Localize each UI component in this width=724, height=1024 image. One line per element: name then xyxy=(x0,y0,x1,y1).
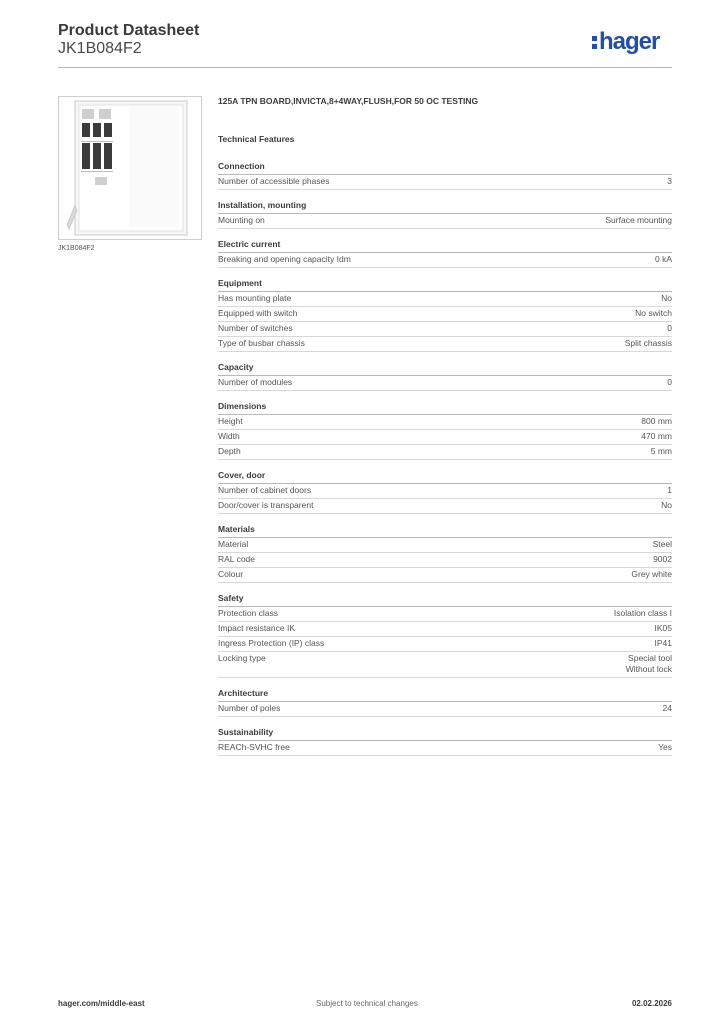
spec-group-connection xyxy=(218,160,672,190)
spec-label: Breaking and opening capacity Idm xyxy=(218,254,351,264)
spec-label: Number of cabinet doors xyxy=(218,485,312,495)
spec-value: 3 xyxy=(667,176,672,186)
spec-group-electric-current xyxy=(218,238,672,268)
footer-note: Subject to technical changes xyxy=(316,999,418,1008)
spec-group-equipment xyxy=(218,277,672,352)
spec-label: Number of poles xyxy=(218,703,281,713)
spec-label: Type of busbar chassis xyxy=(218,338,305,348)
group-title: Equipment xyxy=(218,277,672,292)
spec-value: 800 mm xyxy=(641,416,672,426)
spec-value: Steel xyxy=(652,539,672,549)
spec-label: Mounting on xyxy=(218,215,265,225)
spec-label: Number of accessible phases xyxy=(218,176,330,186)
spec-label: Equipped with switch xyxy=(218,308,298,318)
spec-value: 0 xyxy=(667,323,672,333)
spec-label: RAL code xyxy=(218,554,256,564)
group-title: Installation, mounting xyxy=(218,199,672,214)
spec-value: 470 mm xyxy=(641,431,672,441)
spec-row xyxy=(218,415,672,430)
spec-row xyxy=(218,307,672,322)
technical-features-heading: Technical Features xyxy=(218,134,295,144)
spec-value-line: Special tool xyxy=(628,653,672,663)
spec-label: Locking type xyxy=(218,653,266,663)
spec-row xyxy=(218,175,672,190)
product-title: 125A TPN BOARD,INVICTA,8+4WAY,FLUSH,FOR 50 OC TESTING xyxy=(218,96,479,106)
spec-label: Door/cover is transparent xyxy=(218,500,314,510)
page-title: Product Datasheet xyxy=(58,22,200,39)
spec-value: IK05 xyxy=(654,623,672,633)
group-title: Connection xyxy=(218,160,672,175)
group-title: Dimensions xyxy=(218,400,672,415)
group-title: Architecture xyxy=(218,687,672,702)
spec-row xyxy=(218,538,672,553)
group-title: Safety xyxy=(218,592,672,607)
spec-value: 9002 xyxy=(653,554,672,564)
spec-value: 0 xyxy=(667,377,672,387)
spec-row xyxy=(218,292,672,307)
spec-value xyxy=(626,653,672,675)
spec-group-sustainability xyxy=(218,726,672,756)
spec-value: Yes xyxy=(658,742,672,752)
spec-value: 5 mm xyxy=(650,446,672,456)
spec-row xyxy=(218,430,672,445)
spec-label: Number of modules xyxy=(218,377,293,387)
product-reference: JK1B084F2 xyxy=(58,40,142,57)
spec-value-line: Without lock xyxy=(625,664,672,674)
product-image xyxy=(58,96,202,240)
footer-date: 02.02.2026 xyxy=(631,999,672,1008)
spec-group-installation xyxy=(218,199,672,229)
spec-label: Impact resistance IK xyxy=(218,623,296,633)
spec-value: No switch xyxy=(635,308,672,318)
spec-row xyxy=(218,376,672,391)
spec-value: Split chassis xyxy=(624,338,672,348)
spec-row xyxy=(218,484,672,499)
spec-value: IP41 xyxy=(654,638,672,648)
spec-row xyxy=(218,322,672,337)
spec-label: REACh-SVHC free xyxy=(218,742,290,752)
hager-logo xyxy=(592,28,659,56)
spec-value: Isolation class I xyxy=(613,608,672,618)
group-title: Capacity xyxy=(218,361,672,376)
footer-website-link[interactable]: hager.com/middle-east xyxy=(58,999,145,1008)
spec-label: Depth xyxy=(218,446,241,456)
group-title: Sustainability xyxy=(218,726,672,741)
spec-group-dimensions xyxy=(218,400,672,460)
spec-label: Colour xyxy=(218,569,244,579)
spec-row xyxy=(218,214,672,229)
spec-label: Protection class xyxy=(218,608,278,618)
specifications-panel xyxy=(218,96,672,765)
spec-row xyxy=(218,337,672,352)
spec-row xyxy=(218,445,672,460)
image-caption: JK1B084F2 xyxy=(58,245,95,252)
spec-row xyxy=(218,553,672,568)
spec-row xyxy=(218,702,672,717)
spec-row xyxy=(218,637,672,652)
spec-group-capacity xyxy=(218,361,672,391)
spec-group-cover-door xyxy=(218,469,672,514)
header-divider xyxy=(58,67,672,68)
spec-group-architecture xyxy=(218,687,672,717)
spec-value: Surface mounting xyxy=(605,215,672,225)
spec-row xyxy=(218,607,672,622)
spec-value: No xyxy=(661,500,672,510)
spec-row xyxy=(218,253,672,268)
spec-value: 1 xyxy=(667,485,672,495)
group-title: Cover, door xyxy=(218,469,672,484)
spec-row xyxy=(218,622,672,637)
spec-label: Number of switches xyxy=(218,323,293,333)
spec-row xyxy=(218,741,672,756)
spec-row xyxy=(218,499,672,514)
logo-dots-icon xyxy=(592,36,597,49)
spec-label: Material xyxy=(218,539,249,549)
group-title: Electric current xyxy=(218,238,672,253)
spec-row xyxy=(218,652,672,678)
logo-wordmark: hager xyxy=(599,28,660,55)
spec-value: No xyxy=(661,293,672,303)
spec-row xyxy=(218,568,672,583)
spec-label: Ingress Protection (IP) class xyxy=(218,638,325,648)
group-title: Materials xyxy=(218,523,672,538)
spec-group-materials xyxy=(218,523,672,583)
spec-label: Has mounting plate xyxy=(218,293,292,303)
spec-value: 0 kA xyxy=(654,254,672,264)
distribution-board-icon xyxy=(59,97,201,239)
spec-value: Grey white xyxy=(631,569,672,579)
spec-value: 24 xyxy=(662,703,672,713)
spec-label: Width xyxy=(218,431,240,441)
spec-group-safety xyxy=(218,592,672,678)
spec-label: Height xyxy=(218,416,243,426)
